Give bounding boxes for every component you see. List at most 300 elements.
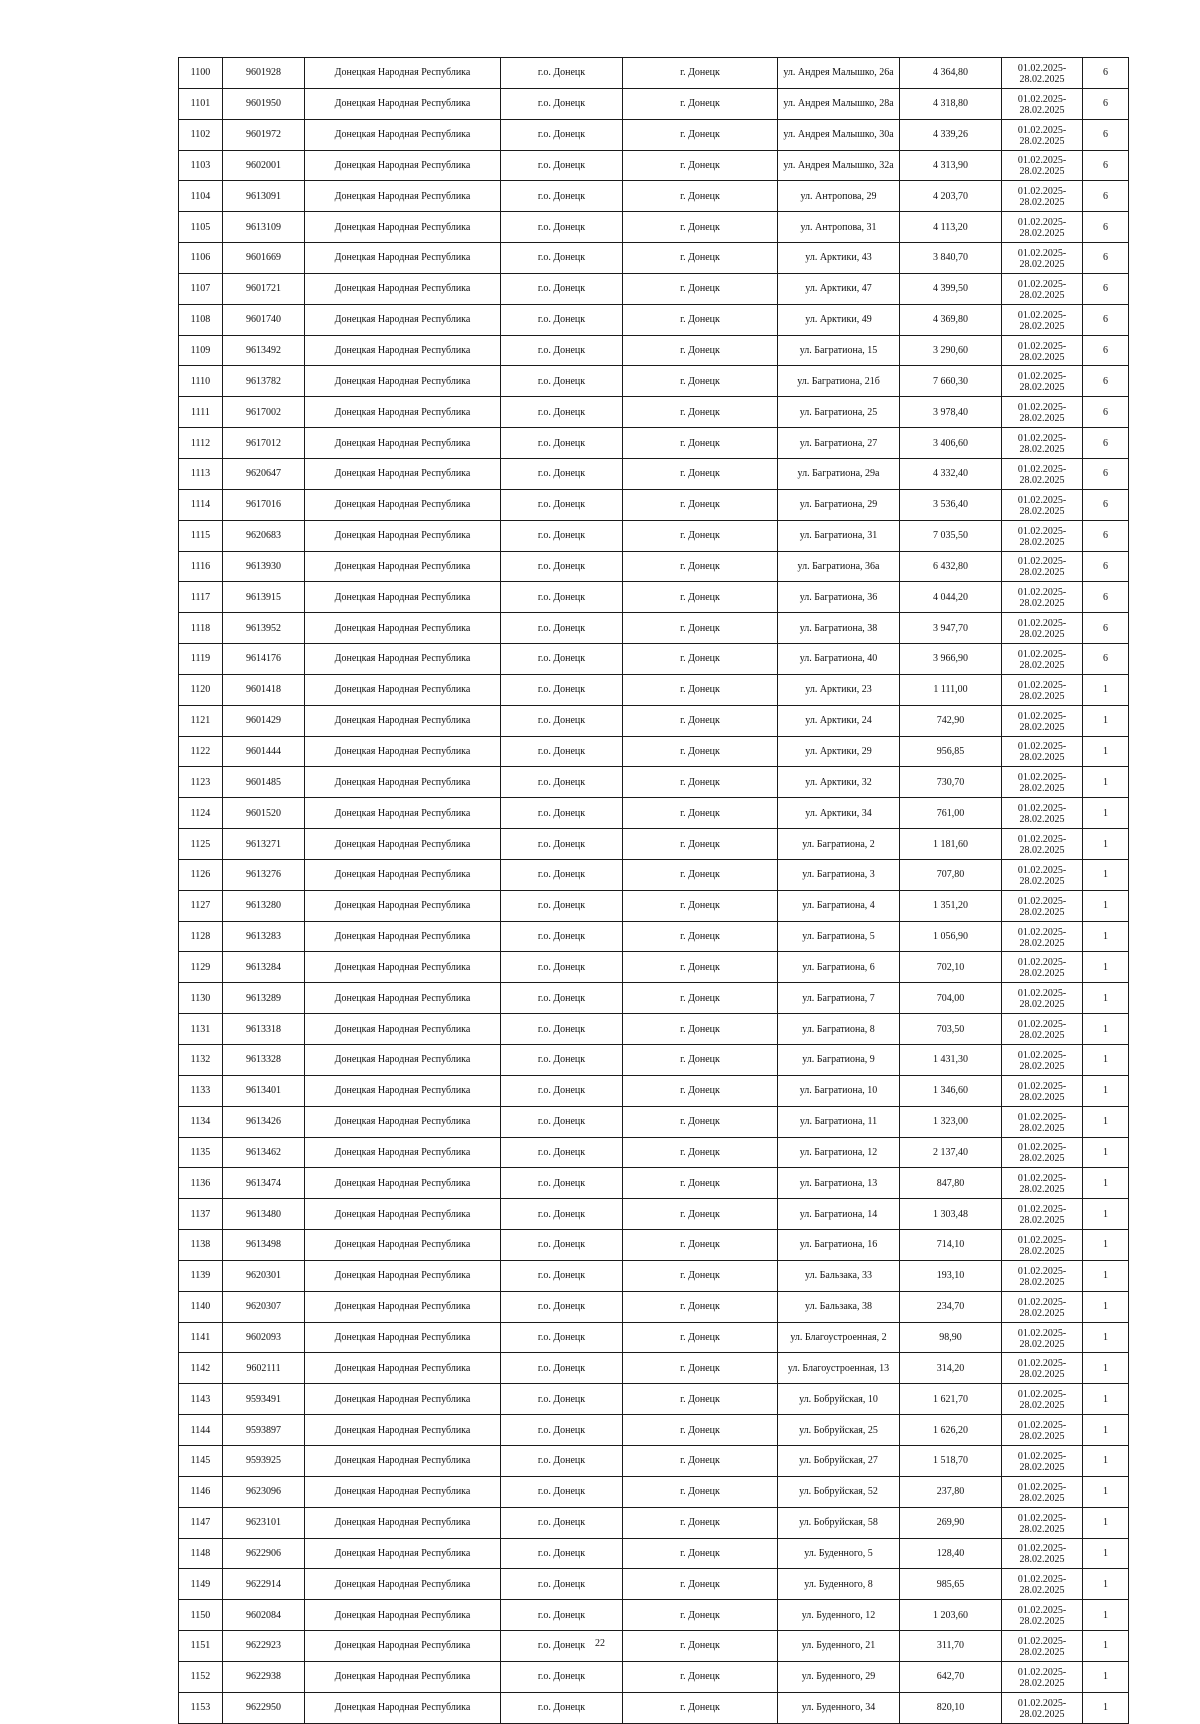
cell-period: 01.02.2025-28.02.2025 — [1002, 119, 1083, 150]
cell-period: 01.02.2025-28.02.2025 — [1002, 520, 1083, 551]
cell-republic: Донецкая Народная Республика — [305, 58, 501, 89]
cell-id: 9613318 — [223, 1014, 305, 1045]
cell-period: 01.02.2025-28.02.2025 — [1002, 890, 1083, 921]
cell-count: 6 — [1083, 58, 1129, 89]
cell-republic: Донецкая Народная Республика — [305, 890, 501, 921]
table-row — [179, 582, 1129, 613]
cell-republic: Донецкая Народная Республика — [305, 1106, 501, 1137]
cell-district: г.о. Донецк — [501, 181, 623, 212]
cell-id: 9613915 — [223, 582, 305, 613]
cell-address: ул. Багратиона, 5 — [778, 921, 900, 952]
cell-city: г. Донецк — [623, 1353, 778, 1384]
cell-id: 9622906 — [223, 1538, 305, 1569]
cell-no: 1124 — [179, 798, 223, 829]
cell-district: г.о. Донецк — [501, 366, 623, 397]
cell-republic: Донецкая Народная Республика — [305, 1045, 501, 1076]
cell-count: 1 — [1083, 890, 1129, 921]
table-row — [179, 1291, 1129, 1322]
cell-republic: Донецкая Народная Республика — [305, 921, 501, 952]
table-row — [179, 181, 1129, 212]
cell-count: 6 — [1083, 520, 1129, 551]
cell-district: г.о. Донецк — [501, 1600, 623, 1631]
cell-no: 1145 — [179, 1445, 223, 1476]
cell-value: 98,90 — [900, 1322, 1002, 1353]
cell-value: 1 181,60 — [900, 829, 1002, 860]
cell-value: 314,20 — [900, 1353, 1002, 1384]
cell-id: 9602084 — [223, 1600, 305, 1631]
cell-id: 9613276 — [223, 859, 305, 890]
cell-no: 1122 — [179, 736, 223, 767]
cell-no: 1107 — [179, 273, 223, 304]
cell-republic: Донецкая Народная Республика — [305, 212, 501, 243]
cell-address: ул. Багратиона, 16 — [778, 1230, 900, 1261]
cell-district: г.о. Донецк — [501, 1014, 623, 1045]
cell-city: г. Донецк — [623, 212, 778, 243]
table-row — [179, 1014, 1129, 1045]
cell-value: 234,70 — [900, 1291, 1002, 1322]
cell-count: 1 — [1083, 1569, 1129, 1600]
cell-count: 1 — [1083, 1384, 1129, 1415]
cell-city: г. Донецк — [623, 243, 778, 274]
cell-value: 4 332,40 — [900, 458, 1002, 489]
cell-republic: Донецкая Народная Республика — [305, 273, 501, 304]
cell-address: ул. Багратиона, 2 — [778, 829, 900, 860]
table-row — [179, 644, 1129, 675]
cell-district: г.о. Донецк — [501, 613, 623, 644]
cell-address: ул. Багратиона, 7 — [778, 983, 900, 1014]
cell-address: ул. Буденного, 21 — [778, 1631, 900, 1662]
cell-count: 6 — [1083, 150, 1129, 181]
table-row — [179, 58, 1129, 89]
cell-count: 6 — [1083, 582, 1129, 613]
cell-period: 01.02.2025-28.02.2025 — [1002, 859, 1083, 890]
cell-address: ул. Бобруйская, 58 — [778, 1507, 900, 1538]
cell-city: г. Донецк — [623, 1322, 778, 1353]
cell-value: 7 660,30 — [900, 366, 1002, 397]
cell-id: 9602001 — [223, 150, 305, 181]
cell-district: г.о. Донецк — [501, 212, 623, 243]
cell-republic: Донецкая Народная Республика — [305, 798, 501, 829]
cell-id: 9620301 — [223, 1260, 305, 1291]
table-row — [179, 1045, 1129, 1076]
cell-address: ул. Бобруйская, 10 — [778, 1384, 900, 1415]
cell-republic: Донецкая Народная Республика — [305, 1137, 501, 1168]
cell-value: 3 840,70 — [900, 243, 1002, 274]
cell-no: 1135 — [179, 1137, 223, 1168]
cell-count: 1 — [1083, 1014, 1129, 1045]
cell-period: 01.02.2025-28.02.2025 — [1002, 1106, 1083, 1137]
cell-value: 3 978,40 — [900, 397, 1002, 428]
table-row — [179, 921, 1129, 952]
table-row — [179, 1137, 1129, 1168]
cell-count: 1 — [1083, 1661, 1129, 1692]
table-row — [179, 736, 1129, 767]
cell-address: ул. Антропова, 29 — [778, 181, 900, 212]
cell-id: 9617002 — [223, 397, 305, 428]
cell-no: 1148 — [179, 1538, 223, 1569]
cell-address: ул. Багратиона, 14 — [778, 1199, 900, 1230]
cell-period: 01.02.2025-28.02.2025 — [1002, 489, 1083, 520]
cell-value: 237,80 — [900, 1476, 1002, 1507]
cell-period: 01.02.2025-28.02.2025 — [1002, 674, 1083, 705]
cell-count: 1 — [1083, 1445, 1129, 1476]
cell-city: г. Донецк — [623, 952, 778, 983]
cell-republic: Донецкая Народная Республика — [305, 1230, 501, 1261]
table-row — [179, 1569, 1129, 1600]
cell-city: г. Донецк — [623, 705, 778, 736]
cell-city: г. Донецк — [623, 983, 778, 1014]
cell-city: г. Донецк — [623, 1291, 778, 1322]
cell-value: 3 406,60 — [900, 428, 1002, 459]
cell-period: 01.02.2025-28.02.2025 — [1002, 1538, 1083, 1569]
cell-id: 9613284 — [223, 952, 305, 983]
cell-district: г.о. Донецк — [501, 921, 623, 952]
cell-count: 1 — [1083, 1168, 1129, 1199]
cell-no: 1149 — [179, 1569, 223, 1600]
cell-id: 9613109 — [223, 212, 305, 243]
cell-period: 01.02.2025-28.02.2025 — [1002, 1569, 1083, 1600]
cell-republic: Донецкая Народная Республика — [305, 397, 501, 428]
cell-city: г. Донецк — [623, 335, 778, 366]
cell-district: г.о. Донецк — [501, 890, 623, 921]
cell-address: ул. Бальзака, 38 — [778, 1291, 900, 1322]
cell-count: 6 — [1083, 644, 1129, 675]
cell-district: г.о. Донецк — [501, 674, 623, 705]
cell-value: 707,80 — [900, 859, 1002, 890]
cell-period: 01.02.2025-28.02.2025 — [1002, 1260, 1083, 1291]
cell-address: ул. Буденного, 34 — [778, 1692, 900, 1723]
cell-value: 820,10 — [900, 1692, 1002, 1723]
cell-city: г. Донецк — [623, 798, 778, 829]
cell-id: 9620307 — [223, 1291, 305, 1322]
cell-id: 9601972 — [223, 119, 305, 150]
table-row — [179, 1230, 1129, 1261]
table-row — [179, 119, 1129, 150]
cell-period: 01.02.2025-28.02.2025 — [1002, 582, 1083, 613]
cell-republic: Донецкая Народная Республика — [305, 366, 501, 397]
cell-city: г. Донецк — [623, 551, 778, 582]
cell-address: ул. Благоустроенная, 2 — [778, 1322, 900, 1353]
cell-no: 1121 — [179, 705, 223, 736]
cell-no: 1119 — [179, 644, 223, 675]
cell-address: ул. Багратиона, 25 — [778, 397, 900, 428]
cell-no: 1123 — [179, 767, 223, 798]
cell-city: г. Донецк — [623, 890, 778, 921]
cell-address: ул. Арктики, 24 — [778, 705, 900, 736]
cell-city: г. Донецк — [623, 1075, 778, 1106]
cell-value: 4 369,80 — [900, 304, 1002, 335]
cell-count: 1 — [1083, 1322, 1129, 1353]
cell-city: г. Донецк — [623, 1569, 778, 1600]
cell-district: г.о. Донецк — [501, 397, 623, 428]
cell-district: г.о. Донецк — [501, 58, 623, 89]
cell-count: 6 — [1083, 397, 1129, 428]
cell-district: г.о. Донецк — [501, 304, 623, 335]
cell-period: 01.02.2025-28.02.2025 — [1002, 1075, 1083, 1106]
cell-no: 1130 — [179, 983, 223, 1014]
cell-period: 01.02.2025-28.02.2025 — [1002, 767, 1083, 798]
cell-city: г. Донецк — [623, 674, 778, 705]
cell-period: 01.02.2025-28.02.2025 — [1002, 736, 1083, 767]
cell-district: г.о. Донецк — [501, 1415, 623, 1446]
cell-district: г.о. Донецк — [501, 952, 623, 983]
cell-city: г. Донецк — [623, 582, 778, 613]
table-row — [179, 551, 1129, 582]
cell-address: ул. Багратиона, 29а — [778, 458, 900, 489]
cell-city: г. Донецк — [623, 1230, 778, 1261]
cell-count: 6 — [1083, 243, 1129, 274]
cell-id: 9613462 — [223, 1137, 305, 1168]
cell-republic: Донецкая Народная Республика — [305, 1631, 501, 1662]
cell-value: 128,40 — [900, 1538, 1002, 1569]
cell-district: г.о. Донецк — [501, 1106, 623, 1137]
cell-value: 704,00 — [900, 983, 1002, 1014]
cell-address: ул. Багратиона, 6 — [778, 952, 900, 983]
table-row — [179, 273, 1129, 304]
cell-city: г. Донецк — [623, 1137, 778, 1168]
cell-city: г. Донецк — [623, 428, 778, 459]
table-row — [179, 1384, 1129, 1415]
cell-id: 9622923 — [223, 1631, 305, 1662]
table-row — [179, 520, 1129, 551]
cell-no: 1101 — [179, 88, 223, 119]
cell-no: 1115 — [179, 520, 223, 551]
cell-period: 01.02.2025-28.02.2025 — [1002, 1384, 1083, 1415]
cell-id: 9613426 — [223, 1106, 305, 1137]
cell-republic: Донецкая Народная Республика — [305, 119, 501, 150]
cell-value: 714,10 — [900, 1230, 1002, 1261]
cell-district: г.о. Донецк — [501, 1199, 623, 1230]
cell-value: 1 621,70 — [900, 1384, 1002, 1415]
cell-republic: Донецкая Народная Республика — [305, 674, 501, 705]
cell-no: 1133 — [179, 1075, 223, 1106]
cell-district: г.о. Донецк — [501, 1045, 623, 1076]
cell-value: 3 290,60 — [900, 335, 1002, 366]
cell-period: 01.02.2025-28.02.2025 — [1002, 1445, 1083, 1476]
cell-count: 1 — [1083, 1353, 1129, 1384]
table-row — [179, 1661, 1129, 1692]
cell-no: 1114 — [179, 489, 223, 520]
cell-period: 01.02.2025-28.02.2025 — [1002, 705, 1083, 736]
cell-city: г. Донецк — [623, 1538, 778, 1569]
cell-count: 1 — [1083, 1106, 1129, 1137]
cell-city: г. Донецк — [623, 273, 778, 304]
cell-period: 01.02.2025-28.02.2025 — [1002, 1168, 1083, 1199]
cell-address: ул. Арктики, 29 — [778, 736, 900, 767]
cell-republic: Донецкая Народная Республика — [305, 952, 501, 983]
cell-value: 4 113,20 — [900, 212, 1002, 243]
cell-id: 9613782 — [223, 366, 305, 397]
table-row — [179, 1538, 1129, 1569]
cell-period: 01.02.2025-28.02.2025 — [1002, 335, 1083, 366]
cell-count: 6 — [1083, 551, 1129, 582]
cell-city: г. Донецк — [623, 1661, 778, 1692]
cell-period: 01.02.2025-28.02.2025 — [1002, 1045, 1083, 1076]
cell-republic: Донецкая Народная Республика — [305, 88, 501, 119]
cell-district: г.о. Донецк — [501, 1260, 623, 1291]
cell-city: г. Донецк — [623, 1507, 778, 1538]
cell-district: г.о. Донецк — [501, 1661, 623, 1692]
table-row — [179, 88, 1129, 119]
cell-district: г.о. Донецк — [501, 88, 623, 119]
cell-address: ул. Арктики, 34 — [778, 798, 900, 829]
cell-city: г. Донецк — [623, 458, 778, 489]
cell-count: 1 — [1083, 1045, 1129, 1076]
cell-no: 1144 — [179, 1415, 223, 1446]
cell-id: 9620647 — [223, 458, 305, 489]
cell-period: 01.02.2025-28.02.2025 — [1002, 1291, 1083, 1322]
cell-address: ул. Арктики, 47 — [778, 273, 900, 304]
cell-no: 1105 — [179, 212, 223, 243]
cell-value: 1 111,00 — [900, 674, 1002, 705]
cell-republic: Донецкая Народная Республика — [305, 243, 501, 274]
cell-district: г.о. Донецк — [501, 458, 623, 489]
cell-republic: Донецкая Народная Республика — [305, 1692, 501, 1723]
cell-period: 01.02.2025-28.02.2025 — [1002, 243, 1083, 274]
cell-no: 1143 — [179, 1384, 223, 1415]
cell-count: 6 — [1083, 458, 1129, 489]
table-row — [179, 428, 1129, 459]
cell-period: 01.02.2025-28.02.2025 — [1002, 428, 1083, 459]
cell-city: г. Донецк — [623, 921, 778, 952]
cell-count: 6 — [1083, 181, 1129, 212]
cell-republic: Донецкая Народная Республика — [305, 1322, 501, 1353]
cell-no: 1109 — [179, 335, 223, 366]
table-row — [179, 890, 1129, 921]
cell-district: г.о. Донецк — [501, 119, 623, 150]
cell-republic: Донецкая Народная Республика — [305, 1384, 501, 1415]
cell-value: 3 966,90 — [900, 644, 1002, 675]
cell-republic: Донецкая Народная Республика — [305, 582, 501, 613]
cell-id: 9613930 — [223, 551, 305, 582]
cell-district: г.о. Донецк — [501, 798, 623, 829]
cell-value: 6 432,80 — [900, 551, 1002, 582]
cell-address: ул. Багратиона, 31 — [778, 520, 900, 551]
table-row — [179, 489, 1129, 520]
cell-city: г. Донецк — [623, 829, 778, 860]
cell-district: г.о. Донецк — [501, 1476, 623, 1507]
cell-address: ул. Буденного, 5 — [778, 1538, 900, 1569]
cell-id: 9613328 — [223, 1045, 305, 1076]
cell-period: 01.02.2025-28.02.2025 — [1002, 304, 1083, 335]
cell-no: 1136 — [179, 1168, 223, 1199]
cell-period: 01.02.2025-28.02.2025 — [1002, 458, 1083, 489]
cell-count: 6 — [1083, 212, 1129, 243]
cell-city: г. Донецк — [623, 489, 778, 520]
cell-district: г.о. Донецк — [501, 705, 623, 736]
cell-id: 9622950 — [223, 1692, 305, 1723]
cell-address: ул. Багратиона, 38 — [778, 613, 900, 644]
cell-id: 9620683 — [223, 520, 305, 551]
cell-id: 9613289 — [223, 983, 305, 1014]
cell-count: 6 — [1083, 613, 1129, 644]
table-row — [179, 1260, 1129, 1291]
table-row — [179, 705, 1129, 736]
table-row — [179, 212, 1129, 243]
cell-value: 4 203,70 — [900, 181, 1002, 212]
cell-value: 1 431,30 — [900, 1045, 1002, 1076]
cell-value: 847,80 — [900, 1168, 1002, 1199]
cell-id: 9617012 — [223, 428, 305, 459]
cell-no: 1118 — [179, 613, 223, 644]
table-row — [179, 829, 1129, 860]
table-row — [179, 983, 1129, 1014]
cell-period: 01.02.2025-28.02.2025 — [1002, 829, 1083, 860]
cell-republic: Донецкая Народная Республика — [305, 458, 501, 489]
cell-id: 9601444 — [223, 736, 305, 767]
cell-id: 9601520 — [223, 798, 305, 829]
cell-city: г. Донецк — [623, 859, 778, 890]
cell-value: 4 364,80 — [900, 58, 1002, 89]
cell-value: 4 339,26 — [900, 119, 1002, 150]
cell-no: 1106 — [179, 243, 223, 274]
cell-address: ул. Багратиона, 36а — [778, 551, 900, 582]
cell-city: г. Донецк — [623, 181, 778, 212]
cell-no: 1111 — [179, 397, 223, 428]
table-row — [179, 674, 1129, 705]
cell-id: 9613480 — [223, 1199, 305, 1230]
cell-no: 1116 — [179, 551, 223, 582]
cell-city: г. Донецк — [623, 613, 778, 644]
cell-value: 7 035,50 — [900, 520, 1002, 551]
cell-count: 6 — [1083, 119, 1129, 150]
cell-address: ул. Багратиона, 21б — [778, 366, 900, 397]
cell-period: 01.02.2025-28.02.2025 — [1002, 1353, 1083, 1384]
table-row — [179, 767, 1129, 798]
cell-address: ул. Багратиона, 11 — [778, 1106, 900, 1137]
cell-no: 1102 — [179, 119, 223, 150]
cell-district: г.о. Донецк — [501, 551, 623, 582]
cell-count: 1 — [1083, 1199, 1129, 1230]
cell-id: 9613474 — [223, 1168, 305, 1199]
table-row — [179, 366, 1129, 397]
cell-count: 1 — [1083, 1291, 1129, 1322]
cell-period: 01.02.2025-28.02.2025 — [1002, 1600, 1083, 1631]
cell-city: г. Донецк — [623, 1045, 778, 1076]
cell-republic: Донецкая Народная Республика — [305, 705, 501, 736]
cell-id: 9622914 — [223, 1569, 305, 1600]
cell-district: г.о. Донецк — [501, 829, 623, 860]
cell-district: г.о. Донецк — [501, 1230, 623, 1261]
cell-no: 1137 — [179, 1199, 223, 1230]
cell-no: 1131 — [179, 1014, 223, 1045]
cell-address: ул. Багратиона, 3 — [778, 859, 900, 890]
cell-period: 01.02.2025-28.02.2025 — [1002, 613, 1083, 644]
table-row — [179, 1445, 1129, 1476]
cell-district: г.о. Донецк — [501, 1291, 623, 1322]
cell-count: 1 — [1083, 921, 1129, 952]
cell-count: 1 — [1083, 952, 1129, 983]
cell-period: 01.02.2025-28.02.2025 — [1002, 921, 1083, 952]
cell-republic: Донецкая Народная Республика — [305, 428, 501, 459]
table-row — [179, 1353, 1129, 1384]
table-row — [179, 243, 1129, 274]
cell-republic: Донецкая Народная Республика — [305, 304, 501, 335]
cell-id: 9622938 — [223, 1661, 305, 1692]
cell-period: 01.02.2025-28.02.2025 — [1002, 1137, 1083, 1168]
cell-city: г. Донецк — [623, 150, 778, 181]
table-row — [179, 1415, 1129, 1446]
cell-no: 1128 — [179, 921, 223, 952]
cell-republic: Донецкая Народная Республика — [305, 1168, 501, 1199]
cell-republic: Донецкая Народная Республика — [305, 1661, 501, 1692]
cell-city: г. Донецк — [623, 58, 778, 89]
cell-id: 9613091 — [223, 181, 305, 212]
table-row — [179, 952, 1129, 983]
cell-id: 9601950 — [223, 88, 305, 119]
cell-value: 269,90 — [900, 1507, 1002, 1538]
cell-value: 730,70 — [900, 767, 1002, 798]
